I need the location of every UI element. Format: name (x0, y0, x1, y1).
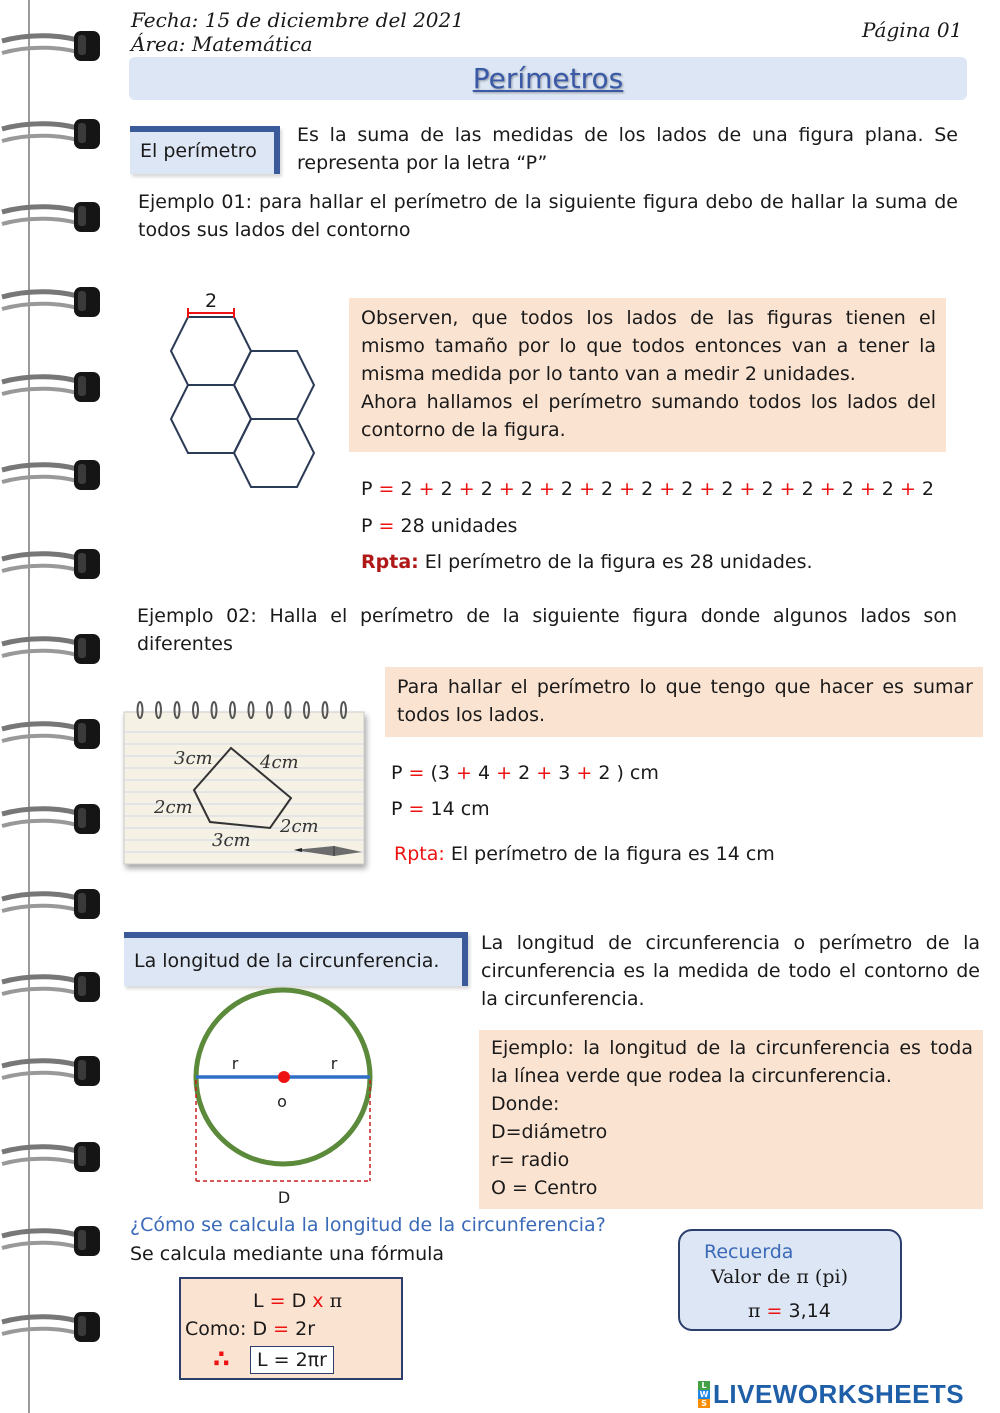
section-label-circunferencia: La longitud de la circunferencia. (124, 932, 468, 986)
spiral-ring (0, 1222, 104, 1262)
radius-label-left: r (231, 1054, 239, 1073)
spiral-ring (0, 115, 104, 155)
sum-plus: + (418, 478, 435, 500)
formula-answer: Se calcula mediante una fórmula (130, 1243, 445, 1265)
example1-note2: Ahora hallamos el perímetro sumando todos los lados del contorno de la figura. (361, 391, 936, 441)
side-label-3cm-bottom: 3cm (212, 830, 251, 851)
sum-plus: + (779, 478, 796, 500)
side-label-2cm-left: 2cm (154, 797, 193, 818)
circle-definition: La longitud de circunferencia o perímetro de la circunferencia es la medida de todo el contorno de la circunferencia. (481, 932, 980, 1010)
sum-term: 2 (921, 478, 934, 500)
sum-term: 2 (520, 478, 533, 500)
sum-term: 2 (841, 478, 854, 500)
sum-plus: + (739, 478, 756, 500)
radius-label-right: r (330, 1054, 338, 1073)
sum-term: 2 (641, 478, 654, 500)
circle-example-line: Ejemplo: la longitud de la circunferencia es toda la línea verde que rodea la circunferencia. (491, 1037, 973, 1087)
sum-term: 2 (801, 478, 814, 500)
side-label-4cm: 4cm (260, 752, 299, 773)
formula-question: ¿Cómo se calcula la longitud de la circunferencia? (130, 1214, 606, 1236)
perimetro-definition: Es la suma de las medidas de los lados de una figura plana. Se representa por la letra “P” (297, 124, 958, 174)
sum-term: 2 (480, 478, 493, 500)
sum-term: 2 (761, 478, 774, 500)
sum-term: 2 (881, 478, 894, 500)
formula-final: L = 2πr (250, 1346, 334, 1374)
spiral-ring (0, 283, 104, 323)
spiral-ring (0, 368, 104, 408)
spiral-ring (0, 456, 104, 496)
center-point (278, 1071, 290, 1083)
sum-term: 2 (598, 762, 611, 784)
brand-logo (698, 1380, 964, 1408)
page-number: Página 01 (862, 18, 963, 42)
spiral-ring (0, 885, 104, 925)
example1-note: Observen, que todos los lados de las figuras tienen el mismo tamaño por lo que todos entonces van a tener la misma medida por lo tanto van a medir 2 unidades. (361, 307, 936, 385)
sum-term: 2 (560, 478, 574, 500)
sum-plus: + (496, 762, 513, 784)
side-length-label: 2 (204, 290, 218, 312)
formula-box (179, 1277, 403, 1380)
example2-note: Para hallar el perímetro lo que tengo que hacer es sumar todos los lados. (397, 676, 973, 726)
example2-result: P = 14 cm (391, 798, 490, 820)
sum-plus: + (899, 478, 916, 500)
example1-note-box (349, 298, 946, 452)
sum-term: 2 (601, 478, 614, 500)
spiral-ring (0, 198, 104, 238)
hexagon-4 (234, 419, 314, 487)
page-title: Perímetros (472, 62, 624, 95)
example2-intro: Ejemplo 02: Halla el perímetro de la siguiente figura donde algunos lados son diferentes (137, 605, 957, 655)
sum-plus: + (456, 762, 472, 784)
side-label-2cm-right: 2cm (280, 816, 319, 837)
recuerda-pi-value: π = 3,14 (748, 1300, 831, 1322)
sum-term: 2 (440, 478, 453, 500)
title-bar (129, 57, 967, 100)
header-area: Área: Matemática (131, 32, 313, 56)
example1-result: P = 28 unidades (361, 515, 518, 537)
spiral-ring (0, 1308, 104, 1348)
spiral-ring (0, 1138, 104, 1178)
side-label-3cm-top: 3cm (174, 748, 213, 769)
spiral-ring (0, 715, 104, 755)
circle-donde: Donde: (491, 1093, 560, 1115)
therefore-icon: ∴ (213, 1345, 230, 1373)
example1-intro: Ejemplo 01: para hallar el perímetro de la siguiente figura debo de hallar la suma de todos sus lados del contorno (138, 191, 958, 241)
spiral-ring (0, 27, 104, 67)
sum-plus: + (819, 478, 836, 500)
circle-def-centro: O = Centro (491, 1177, 598, 1199)
example2-answer: Rpta: El perímetro de la figura es 14 cm (394, 843, 775, 865)
example2-note-box (385, 667, 983, 737)
sum-term: 3 (558, 762, 571, 784)
spiral-ring (0, 1052, 104, 1092)
recuerda-box (678, 1229, 902, 1331)
sum-equals: = (378, 478, 395, 500)
sum-term: 2 (400, 478, 413, 500)
example2-sum (391, 759, 659, 787)
sum-plus: + (579, 478, 595, 500)
circle-def-diametro: D=diámetro (491, 1121, 608, 1143)
sum-plus: + (536, 762, 553, 784)
spiral-ring (0, 968, 104, 1008)
sum-term: 4 (478, 762, 491, 784)
circle-diagram (185, 985, 385, 1210)
header-date: Fecha: 15 de diciembre del 2021 (131, 8, 464, 32)
spiral-ring (0, 800, 104, 840)
sum-term: 2 (681, 478, 694, 500)
example1-sum (361, 475, 934, 503)
circle-example-box (479, 1030, 983, 1209)
sum-close: ) cm (616, 762, 659, 784)
sum-equals: = (408, 762, 425, 784)
sum-term: 3 (437, 762, 450, 784)
sum-plus: + (458, 478, 475, 500)
spiral-ring (0, 630, 104, 670)
spiral-ring (0, 545, 104, 585)
center-label: o (277, 1092, 287, 1111)
sum-plus: + (699, 478, 716, 500)
circle-def-radio: r= radio (491, 1149, 570, 1171)
formula-como: Como: D = 2r (185, 1318, 316, 1340)
sum-term: 2 (721, 478, 734, 500)
brand-icon: L W S (699, 1380, 709, 1408)
sum-plus: + (619, 478, 636, 500)
sum-label: P (361, 478, 373, 500)
recuerda-line1: Valor de π (pi) (711, 1266, 848, 1288)
header-block (131, 8, 464, 56)
hexagon-figure (160, 285, 330, 495)
section-label-perimetro: El perímetro (130, 126, 280, 174)
sum-term: 2 (518, 762, 531, 784)
sum-label: P (391, 762, 403, 784)
sum-plus: + (576, 762, 593, 784)
brand-name: LIVEWORKSHEETS (713, 1378, 965, 1409)
sum-plus: + (659, 478, 676, 500)
notepad-figure (118, 700, 374, 875)
sum-plus: + (859, 478, 876, 500)
formula-main: L = D x π (253, 1290, 343, 1312)
sum-open-paren: ( (430, 762, 438, 784)
recuerda-title: Recuerda (704, 1241, 794, 1263)
sum-plus: + (498, 478, 515, 500)
diameter-label: D (277, 1188, 291, 1207)
example1-answer: Rpta: El perímetro de la figura es 28 unidades. (361, 551, 813, 573)
sum-plus: + (538, 478, 555, 500)
